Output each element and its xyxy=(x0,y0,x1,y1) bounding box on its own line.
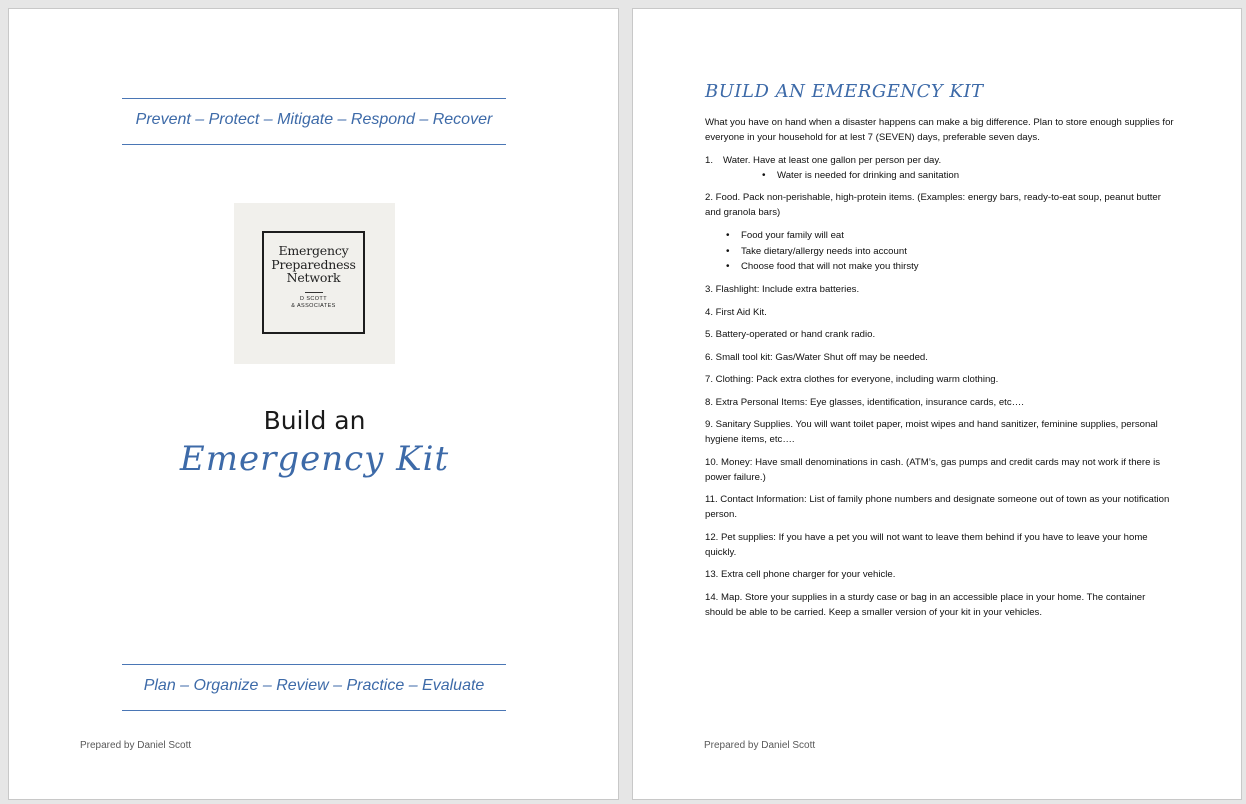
list-item xyxy=(705,153,1175,168)
list-item: 7. Clothing: Pack extra clothes for everyone, including warm clothing. xyxy=(705,374,999,385)
bullet-item: • Choose food that will not make you thirsty xyxy=(741,259,1175,275)
item-number: 1. xyxy=(705,154,714,166)
list-item: 12. Pet supplies: If you have a pet you will not want to leave them behind if you have to leave your home quickly. xyxy=(705,531,1148,558)
bottom-tagline: Plan – Organize – Review – Practice – Evaluate xyxy=(143,677,485,694)
bullet-item: • Water is needed for drinking and sanitation xyxy=(777,168,1175,183)
list-item: 9. Sanitary Supplies. You will want toilet paper, moist wipes and hand sanitizer, feminine supplies, personal hygiene items, etc…. xyxy=(705,419,1158,445)
logo-frame xyxy=(262,231,365,334)
list-item: 11. Contact Information: List of family phone numbers and designate someone out of town as your notification person. xyxy=(705,494,1170,520)
top-tagline: Prevent – Protect – Mitigate – Respond – Recover xyxy=(135,111,493,128)
list-item: 13. Extra cell phone charger for your vehicle. xyxy=(705,569,896,580)
page-heading: BUILD AN EMERGENCY KIT xyxy=(705,81,984,102)
list-item: 3. Flashlight: Include extra batteries. xyxy=(705,284,860,295)
logo-title-line: Preparedness xyxy=(271,256,356,272)
page-footer: Prepared by Daniel Scott xyxy=(704,740,816,751)
logo-title-line: Network xyxy=(286,270,341,285)
logo-divider xyxy=(305,292,323,293)
list-item: 8. Extra Personal Items: Eye glasses, identification, insurance cards, etc…. xyxy=(705,396,1024,408)
kit-page xyxy=(632,8,1242,800)
list-item: 6. Small tool kit: Gas/Water Shut off may be needed. xyxy=(705,351,928,363)
logo-title xyxy=(264,244,363,285)
item-text: Water. Have at least one gallon per person per day. xyxy=(723,154,942,166)
logo xyxy=(234,203,395,364)
logo-subtitle xyxy=(264,296,363,310)
top-rule-lower xyxy=(122,144,506,145)
bullet-item: • Food your family will eat xyxy=(741,228,1175,244)
logo-title-line: Emergency xyxy=(278,243,349,258)
food-bullets xyxy=(705,228,1175,275)
bottom-rule-lower xyxy=(122,710,506,711)
cover-title-line1: Build an xyxy=(263,406,366,435)
list-item: 14. Map. Store your supplies in a sturdy case or bag in an accessible place in your home. The container should be able to be carried. Keep a smaller version of your kit in your vehicles. xyxy=(705,591,1146,618)
kit-content xyxy=(705,115,1175,627)
intro-paragraph: What you have on hand when a disaster happens can make a big difference. Plan to store enough supplies for everyone in your household for at lest 7 (SEVEN) days, preferable seven days. xyxy=(705,117,1174,143)
cover-title-line2: Emergency Kit xyxy=(179,439,450,479)
list-item: 2. Food. Pack non-perishable, high-protein items. (Examples: energy bars, ready-to-eat soup, peanut butter and granola bars) xyxy=(705,192,1161,218)
logo-sub-line: D SCOTT xyxy=(300,295,327,302)
list-item: 10. Money: Have small denominations in cash. (ATM’s, gas pumps and credit cards may not work if there is power failure.) xyxy=(705,456,1161,483)
logo-sub-line: & ASSOCIATES xyxy=(291,302,336,309)
page-footer: Prepared by Daniel Scott xyxy=(80,740,192,751)
list-item: 4. First Aid Kit. xyxy=(705,306,767,318)
cover-page xyxy=(8,8,619,800)
list-item: 5. Battery-operated or hand crank radio. xyxy=(705,329,876,340)
water-bullets xyxy=(705,168,1175,183)
bullet-item: • Take dietary/allergy needs into account xyxy=(741,244,1175,260)
top-rule-upper xyxy=(122,98,506,99)
bottom-rule-upper xyxy=(122,664,506,665)
